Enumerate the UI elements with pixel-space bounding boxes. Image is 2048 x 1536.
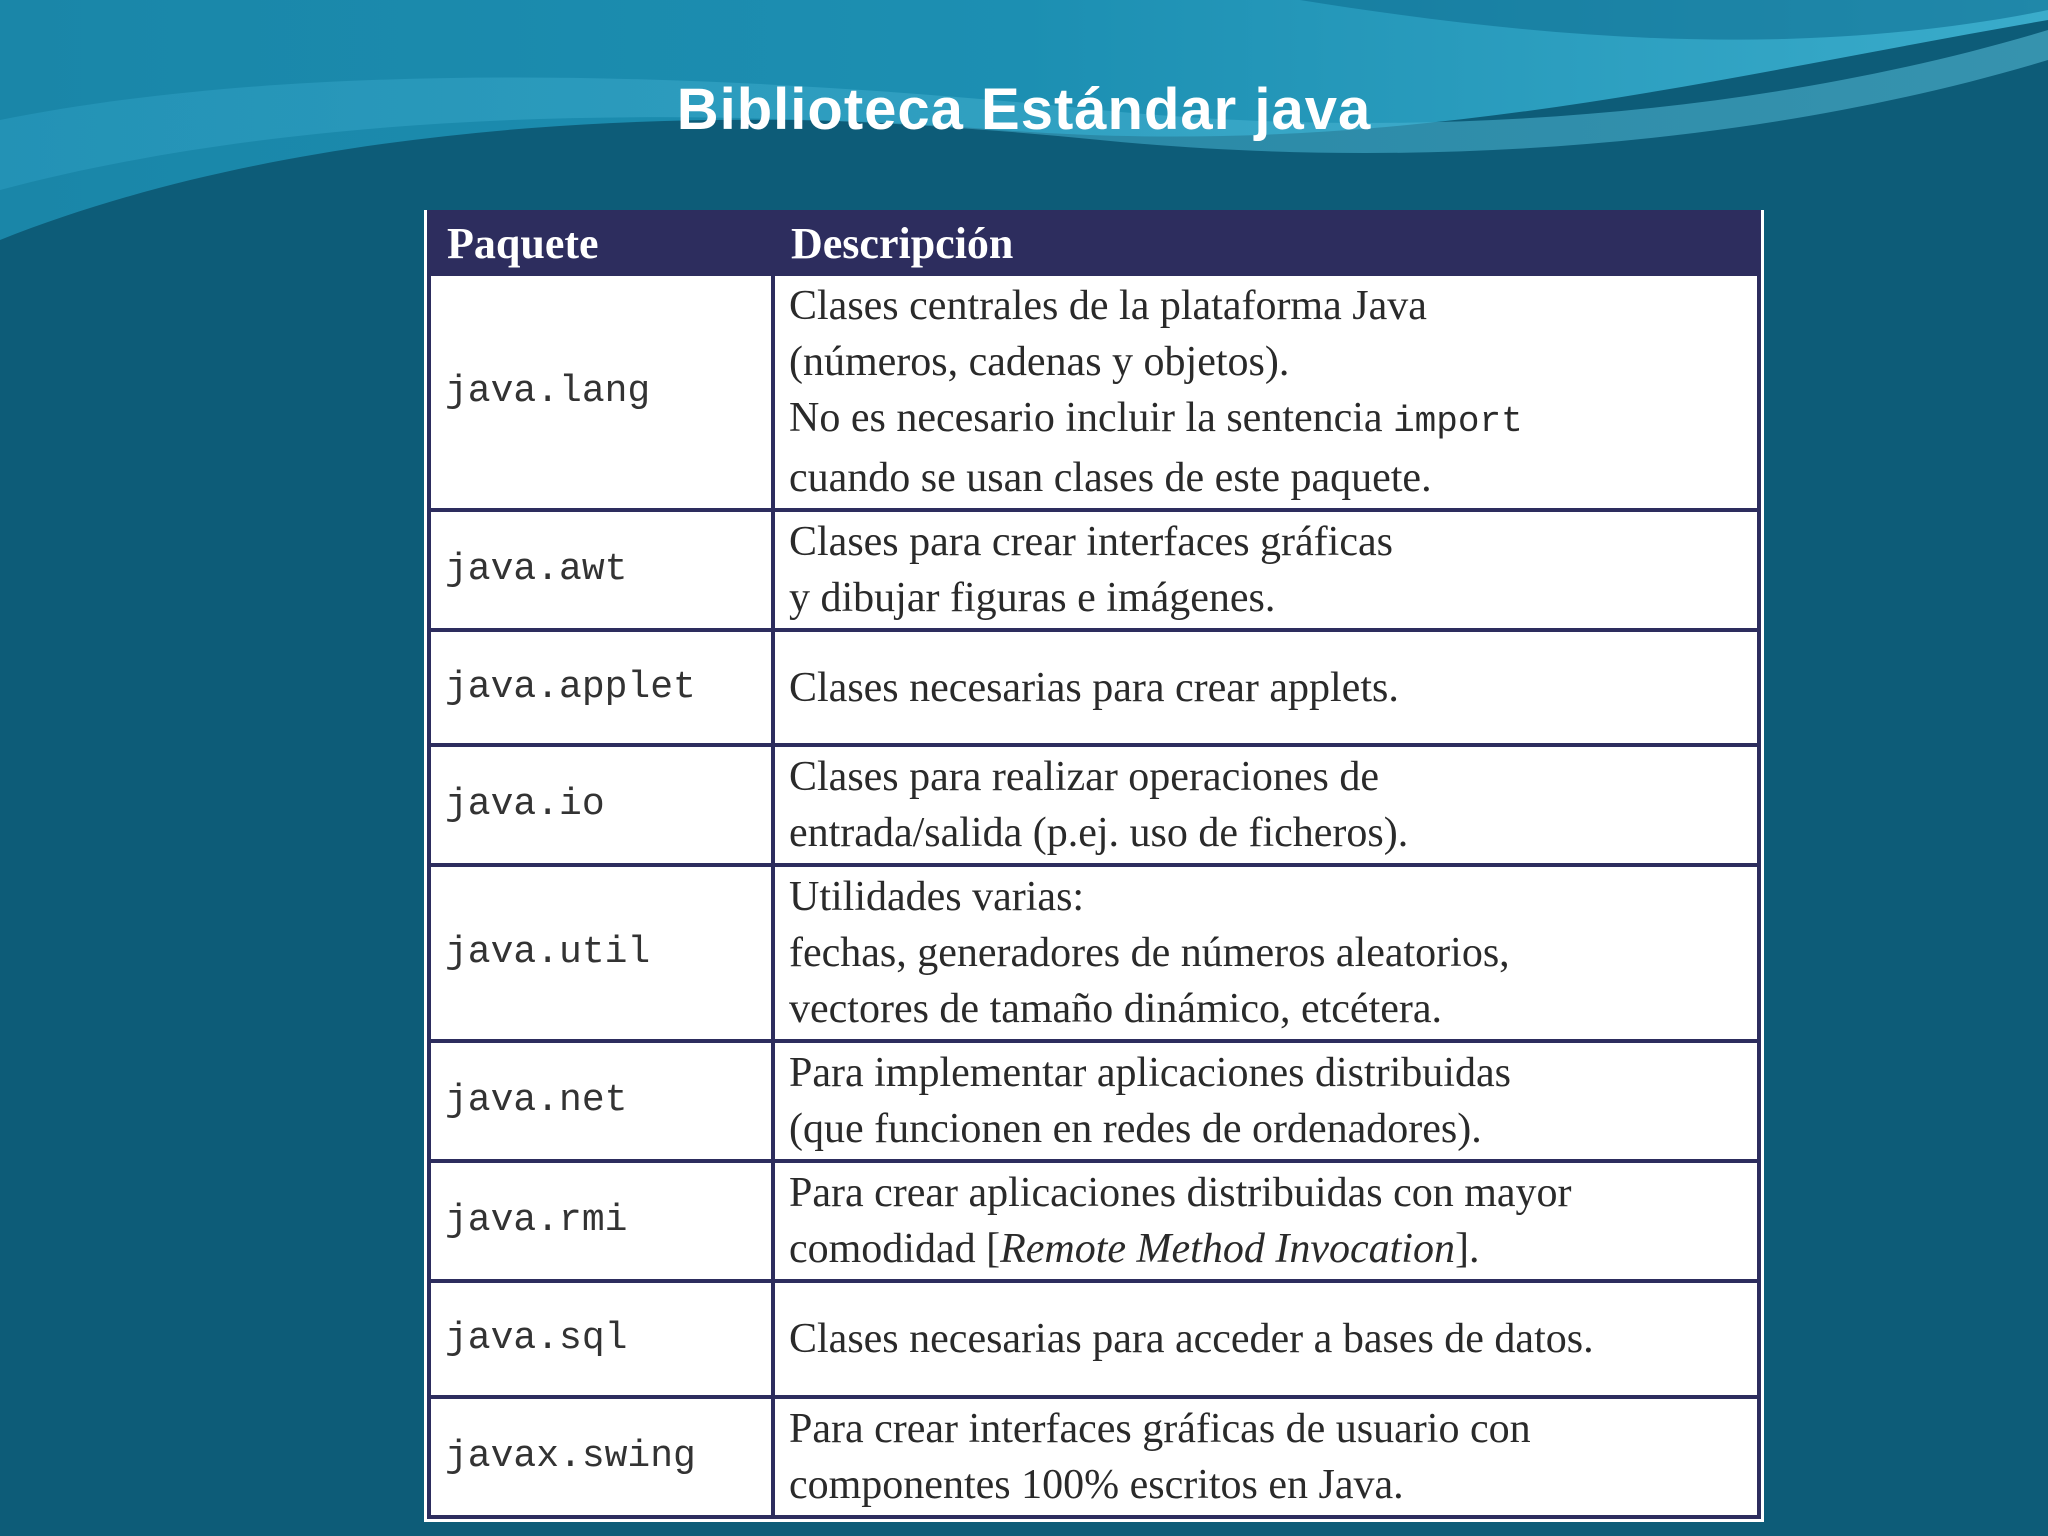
package-name: java.net: [429, 1041, 773, 1161]
description-line: entrada/salida (p.ej. uso de ficheros).: [789, 810, 1409, 856]
page-title: Biblioteca Estándar java: [676, 77, 1372, 142]
table-row: [429, 745, 1759, 865]
description-line: vectores de tamaño dinámico, etcétera.: [789, 986, 1443, 1032]
description-line: fechas, generadores de números aleatorios,: [789, 930, 1510, 976]
description-italic: Remote Method Invocation: [1000, 1226, 1455, 1272]
package-description: [773, 745, 1759, 865]
table-row: [429, 274, 1759, 510]
package-description: [773, 865, 1759, 1041]
description-line: cuando se usan clases de este paquete.: [789, 455, 1432, 501]
description-line: Para crear aplicaciones distribuidas con mayor: [789, 1170, 1572, 1216]
description-line: [789, 1221, 1743, 1277]
package-description: [773, 1161, 1759, 1281]
package-description: [773, 1397, 1759, 1517]
table-row: [429, 865, 1759, 1041]
table-header-row: [429, 212, 1759, 274]
package-description: [773, 274, 1759, 510]
package-name: java.awt: [429, 510, 773, 630]
package-name: java.util: [429, 865, 773, 1041]
package-name: java.applet: [429, 630, 773, 745]
package-table: [427, 210, 1761, 1519]
package-name: java.io: [429, 745, 773, 865]
package-description: [773, 1281, 1759, 1397]
table-row: [429, 1041, 1759, 1161]
description-line: Clases para realizar operaciones de: [789, 754, 1380, 800]
package-name: java.rmi: [429, 1161, 773, 1281]
package-description: [773, 510, 1759, 630]
table-row: [429, 510, 1759, 630]
description-line: Utilidades varias:: [789, 874, 1085, 920]
table-row: [429, 1397, 1759, 1517]
header-paquete: Paquete: [429, 212, 773, 274]
table-row: [429, 1161, 1759, 1281]
description-text: comodidad [: [789, 1226, 1001, 1272]
package-description: [773, 1041, 1759, 1161]
description-line: (que funcionen en redes de ordenadores).: [789, 1106, 1482, 1152]
package-description: [773, 630, 1759, 745]
description-line: Clases necesarias para crear applets.: [789, 664, 1399, 711]
table-row: [429, 630, 1759, 745]
package-name: java.lang: [429, 274, 773, 510]
package-name: java.sql: [429, 1281, 773, 1397]
package-table-container: [424, 210, 1764, 1522]
description-line: y dibujar figuras e imágenes.: [789, 575, 1276, 621]
import-keyword: import: [1393, 401, 1523, 442]
header-descripcion: Descripción: [773, 212, 1759, 274]
description-line: Clases para crear interfaces gráficas: [789, 519, 1393, 565]
description-line: Para implementar aplicaciones distribuidas: [789, 1050, 1511, 1096]
description-line: componentes 100% escritos en Java.: [789, 1462, 1404, 1508]
description-line: Clases centrales de la plataforma Java: [789, 283, 1427, 329]
description-line: [789, 390, 1743, 450]
package-name: javax.swing: [429, 1397, 773, 1517]
description-text: No es necesario incluir la sentencia: [789, 395, 1383, 441]
description-line: Para crear interfaces gráficas de usuario con: [789, 1406, 1531, 1452]
description-line: (números, cadenas y objetos).: [789, 339, 1290, 385]
table-row: [429, 1281, 1759, 1397]
description-text: ].: [1454, 1226, 1480, 1272]
description-line: Clases necesarias para acceder a bases de datos.: [789, 1316, 1594, 1362]
